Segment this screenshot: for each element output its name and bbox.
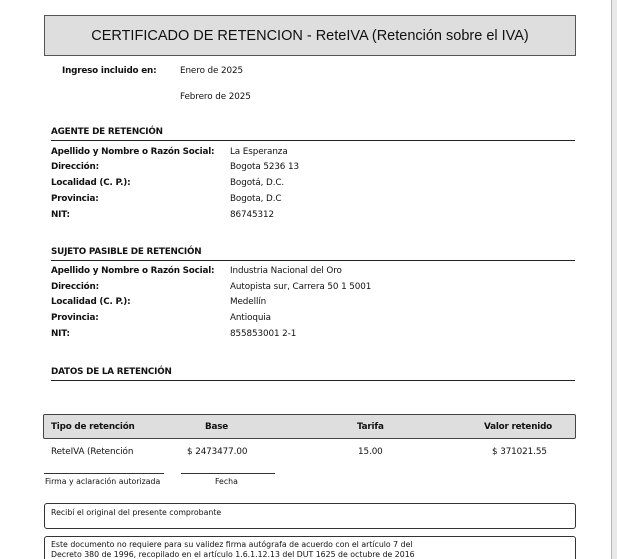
table-cell-tipo: ReteIVA (Retención bbox=[51, 447, 134, 457]
sujeto-field-label: Dirección: bbox=[51, 282, 99, 292]
legal-note-box bbox=[44, 536, 576, 559]
table-cell-valor: $ 371021.55 bbox=[492, 447, 547, 457]
agente-field-value: 86745312 bbox=[230, 210, 274, 220]
table-header-tarifa: Tarifa bbox=[357, 422, 384, 432]
sujeto-field-value: Antioquia bbox=[230, 313, 271, 323]
agente-field-label: NIT: bbox=[51, 210, 70, 220]
sujeto-field-label: NIT: bbox=[51, 329, 70, 339]
table-cell-tarifa: 15.00 bbox=[358, 447, 383, 457]
retention-table-header bbox=[43, 414, 576, 439]
certificate-title-box bbox=[44, 15, 576, 56]
agente-divider bbox=[51, 140, 575, 141]
agente-field-value: Bogotá, D.C. bbox=[230, 178, 285, 188]
ingreso-periodo: Febrero de 2025 bbox=[180, 92, 251, 102]
agente-field-value: Bogota 5236 13 bbox=[230, 162, 299, 172]
sujeto-field-label: Localidad (C. P.): bbox=[51, 297, 131, 307]
recibi-box bbox=[44, 503, 576, 529]
table-header-valor: Valor retenido bbox=[484, 422, 553, 432]
agente-field-value: Bogota, D.C bbox=[230, 194, 282, 204]
recibi-text: Recibí el original del presente comprobante bbox=[51, 508, 222, 517]
certificate-title: CERTIFICADO DE RETENCION - ReteIVA (Retención sobre el IVA) bbox=[91, 27, 529, 44]
sujeto-field-label: Provincia: bbox=[51, 313, 99, 323]
ingreso-periodo: Enero de 2025 bbox=[180, 66, 244, 76]
ingreso-label: Ingreso incluido en: bbox=[62, 66, 157, 76]
datos-divider bbox=[51, 380, 575, 381]
agente-field-label: Localidad (C. P.): bbox=[51, 178, 131, 188]
agente-field-label: Dirección: bbox=[51, 162, 99, 172]
agente-heading: AGENTE DE RETENCIÓN bbox=[51, 127, 163, 137]
sujeto-field-value: 855853001 2-1 bbox=[230, 329, 297, 339]
sujeto-field-label: Apellido y Nombre o Razón Social: bbox=[51, 266, 215, 276]
sujeto-field-value: Medellín bbox=[230, 297, 267, 307]
agente-field-value: La Esperanza bbox=[230, 147, 288, 157]
legal-note-line: Decreto 380 de 1996, recopilado en el artículo 1.6.1.12.13 del DUT 1625 de octubre de 2016 bbox=[51, 550, 415, 559]
firma-line bbox=[44, 473, 164, 474]
sujeto-field-value: Industria Nacional del Oro bbox=[230, 266, 342, 276]
sujeto-divider bbox=[51, 260, 575, 261]
agente-field-label: Provincia: bbox=[51, 194, 99, 204]
sujeto-field-value: Autopista sur, Carrera 50 1 5001 bbox=[230, 282, 372, 292]
firma-label: Firma y aclaración autorizada bbox=[45, 477, 161, 486]
table-cell-base: $ 2473477.00 bbox=[187, 447, 248, 457]
legal-note-line: Este documento no requiere para su validez firma autógrafa de acuerdo con el artículo 7 del bbox=[51, 540, 413, 549]
datos-heading: DATOS DE LA RETENCIÓN bbox=[51, 367, 172, 377]
sujeto-heading: SUJETO PASIBLE DE RETENCIÓN bbox=[51, 247, 202, 257]
table-header-tipo: Tipo de retención bbox=[51, 422, 135, 432]
agente-field-label: Apellido y Nombre o Razón Social: bbox=[51, 147, 215, 157]
table-header-base: Base bbox=[205, 422, 229, 432]
fecha-label: Fecha bbox=[215, 477, 238, 486]
fecha-line bbox=[181, 473, 275, 474]
